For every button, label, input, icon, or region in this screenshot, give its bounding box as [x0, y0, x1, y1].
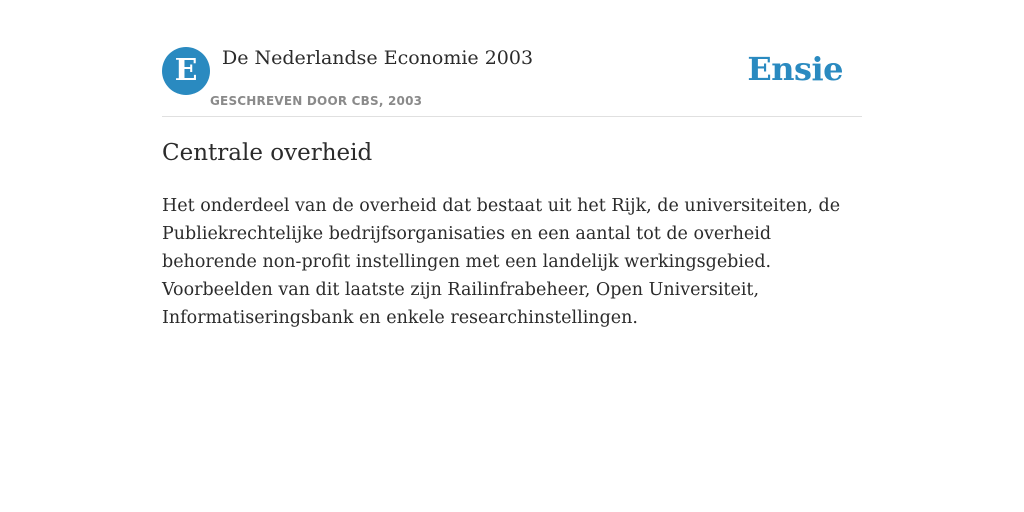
book-logo-icon[interactable]: E [162, 47, 210, 95]
book-title-link[interactable]: De Nederlandse Economie 2003 [222, 47, 534, 69]
ensie-brand-logo[interactable]: Ensie [747, 50, 843, 88]
page-header [162, 46, 862, 117]
entry-definition: Het onderdeel van de overheid dat bestaat uit het Rijk, de universiteiten, de Publiekrechtelijke bedrijfsorganisaties en een aantal tot de overheid behorende non-profit instellingen met een landelijk werkingsgebied. Voorbeelden van dit laatste zijn Railinfrabeheer, Open Universiteit, Informatiseringsbank en enkele researchinstellingen. [162, 196, 841, 328]
author-byline: GESCHREVEN DOOR CBS, 2003 [210, 94, 423, 108]
entry-title: Centrale overheid [162, 140, 373, 166]
